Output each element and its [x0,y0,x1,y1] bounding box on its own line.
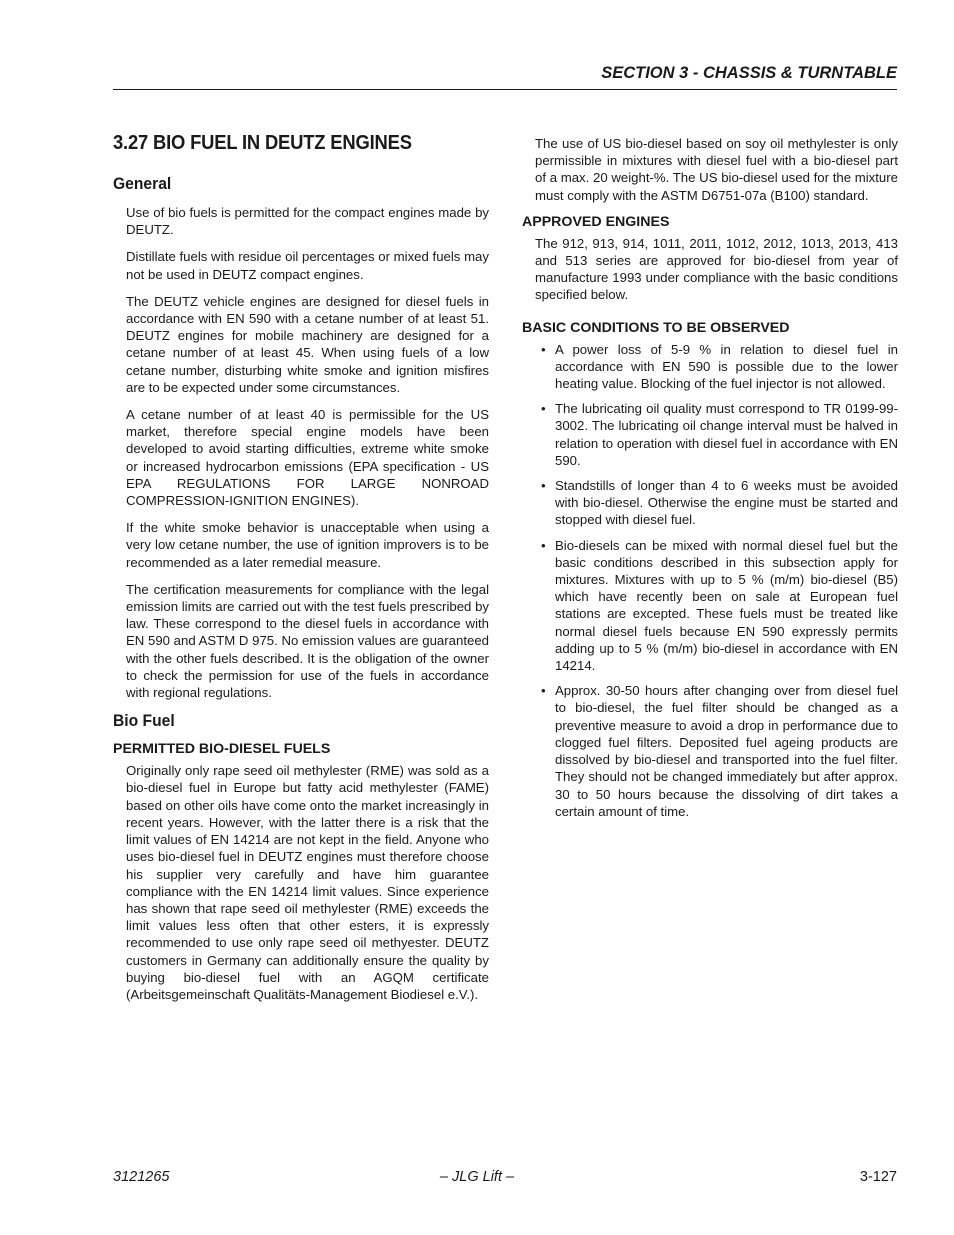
paragraph: Use of bio fuels is permitted for the compact engines made by DEUTZ. [126,205,489,238]
list-item [541,477,898,529]
bullet-icon: • [541,683,546,699]
general-heading: General [113,174,172,193]
paragraph: If the white smoke behavior is unacceptable when using a very low cetane number, the use of ignition improvers is to be recommended as a later remedial measure. [126,520,489,570]
left-column [113,132,489,1013]
list-item [541,537,898,675]
bullet-icon: • [541,537,546,553]
section-title: SECTION 3 - CHASSIS & TURNTABLE [601,64,897,82]
footer-center-text: – JLG Lift – [439,1169,515,1185]
paragraph: The DEUTZ vehicle engines are designed for diesel fuels in accordance with EN 590 with a cetane number of at least 51. DEUTZ engines for mobile machinery are designed for a cetane number of at least 45. When using fuels of a low cetane number, disturbing white smoke and ignition misfires are to be expected under some circumstances. [126,293,489,395]
list-item-text: Approx. 30-50 hours after changing over from diesel fuel to bio-diesel, the fuel filter should be changed as a preventive measure to avoid a drop in performance due to clogged fuel filters. Deposited fuel ageing products are dissolved by bio-diesel and transported into the fuel filter. They should not be changed immediately but after approx. 30 to 50 hours because the dissolving of dirt takes a certain amount of time. [555,683,898,819]
right-column [522,132,898,828]
list-item [541,682,898,820]
bio-fuel-heading: Bio Fuel [113,711,175,731]
page-number: 3-127 [859,1169,897,1185]
approved-engines-heading: APPROVED ENGINES [522,213,670,230]
bullet-icon: • [541,341,546,357]
list-item [541,400,898,469]
paragraph: Originally only rape seed oil methylester (RME) was sold as a bio-diesel fuel in Europe but fatty acid methylester (FAME) based on other oils have come onto the market increasingly in recent years. However, with the latter there is a risk that the limit values of EN 14214 are not kept in the field. Anyone who uses bio-diesel fuel in DEUTZ engines must therefore choose his supplier very carefully and have him guarantee compliance with the EN 14214 limit values. Since experience has shown that rape seed oil methylester (RME) exceeds the limit values less often that other esters, it is expressly recommended to use only rape seed oil methyester. DEUTZ customers in Germany can additionally ensure the quality by buying bio-diesel fuel with an AGQM certificate (Arbeitsgemeinschaft Qualitäts-Management Biodiesel e.V.). [126,763,489,1002]
list-item-text: Bio-diesels can be mixed with normal diesel fuel but the basic conditions described in this subsection apply for mixtures. Mixtures with up to 5 % (m/m) bio-diesel (B5) which have recently been on sale at European fuel stations are excepted. These fuels must be treated like normal diesel fuels because EN 590 expressly permits adding up to 5 % (m/m) bio-diesel in accordance with EN 14214. [555,537,898,674]
bullet-icon: • [541,478,546,494]
list-item-text: Standstills of longer than 4 to 6 weeks must be avoided with bio-diesel. Otherwise the engine must be started and stopped with diesel fuel. [555,478,898,528]
paragraph: The use of US bio-diesel based on soy oil methylester is only permissible in mixtures with diesel fuel with a bio-diesel part of a max. 20 weight-%. The US bio-diesel used for the mixture must comply with the ASTM D6751-07a (B100) standard. [535,136,898,203]
section-heading: 3.27 BIO FUEL IN DEUTZ ENGINES [113,132,412,154]
paragraph: The 912, 913, 914, 1011, 2011, 1012, 2012, 1013, 2013, 413 and 513 series are approved for bio-diesel from year of manufacture 1993 under compliance with the basic conditions specified below. [535,235,898,303]
paragraph: A cetane number of at least 40 is permissible for the US market, therefore special engine models have been developed to avoid starting difficulties, extreme white smoke or increased hydrocarbon emissions (EPA specification - US EPA REGULATIONS FOR LARGE NONROAD COMPRESSION-IGNITION ENGINES). [126,407,489,509]
list-item-text: The lubricating oil quality must correspond to TR 0199-99-3002. The lubricating oil change interval must be halved in relation to operation with diesel fuel in accordance with EN 590. [555,401,898,468]
paragraph: The certification measurements for compliance with the legal emission limits are carried out with the test fuels prescribed by law. These correspond to the diesel fuels in accordance with EN 590 and ASTM D 975. No emission values are guaranteed with the other fuels described. It is the obligation of the owner to check the permission for use of the fuels in accordance with regional regulations. [126,581,489,701]
header-divider [113,89,897,90]
conditions-list [522,341,898,820]
document-number: 3121265 [113,1169,170,1185]
bullet-icon: • [541,401,546,417]
list-item-text: A power loss of 5-9 % in relation to diesel fuel in accordance with EN 590 is possible due to the lower heating value. Blocking of the fuel injector is not allowed. [555,341,898,392]
basic-conditions-heading: BASIC CONDITIONS TO BE OBSERVED [522,319,790,336]
permitted-heading: PERMITTED BIO-DIESEL FUELS [113,741,331,758]
paragraph: Distillate fuels with residue oil percentages or mixed fuels may not be used in DEUTZ compact engines. [126,249,489,282]
list-item [541,341,898,393]
